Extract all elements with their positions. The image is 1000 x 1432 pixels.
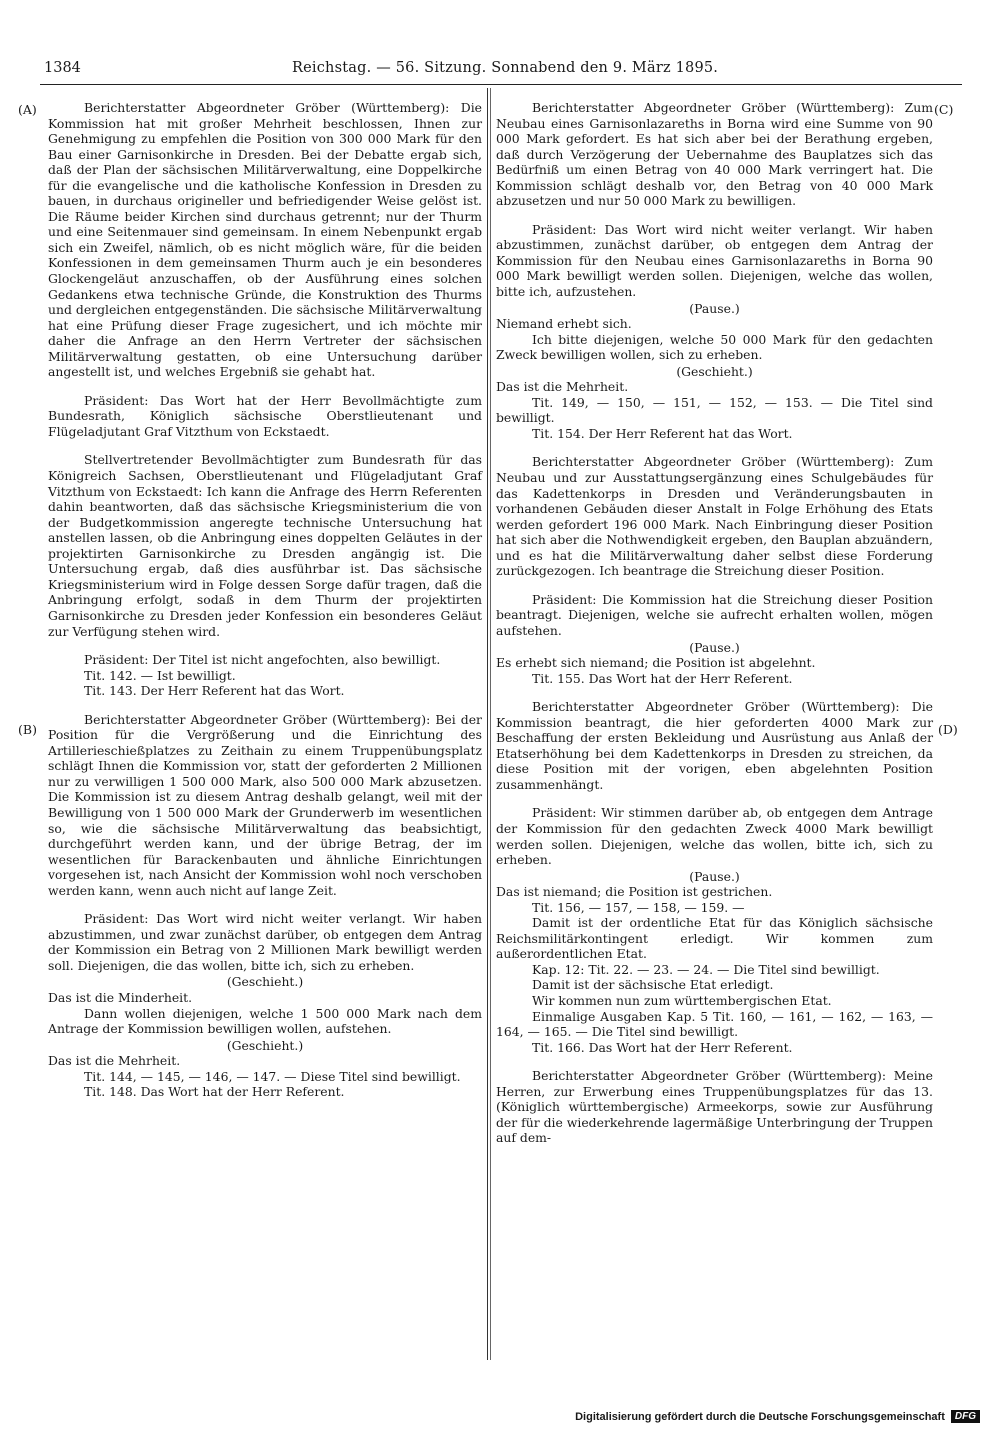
paragraph: Tit. 142. — Ist bewilligt. [84, 667, 236, 683]
paragraph: Niemand erhebt sich. [496, 316, 632, 332]
paragraph: Tit. 154. Der Herr Referent hat das Wort. [532, 425, 793, 441]
paragraph: Tit. 144, — 145, — 146, — 147. — Diese Titel sind bewilligt. [84, 1068, 461, 1084]
paragraph: Dann wollen diejenigen, welche 1 500 000 Mark nach dem Antrage der Kommission bewilligen wollen, aufstehen. [48, 1005, 482, 1037]
margin-mark-d: (D) [938, 722, 958, 737]
paragraph: Stellvertretender Bevollmächtigter zum Bundesrath für das Königreich Sachsen, Oberstlieutenant und Flügeladjutant Graf Vitzthum von Eckstaedt: Ich kann die Anfrage des Herrn Referenten dahin beantworten, daß das sächsische Kriegsministerium die von der Budgetkommission angeregte technische Untersuchung hat anstellen lassen, ob die Anbringung eines doppelten Geläutes in der projektirten Garnisonkirche zu Dresden angängig ist. Die Untersuchung ergab, daß dies ausführbar ist. Das sächsische Kriegsministerium wird in Folge dessen Sorge dafür tragen, daß die Anbringung erfolgt, sodaß in dem Thurm der projektirten Garnisonkirche zu Dresden jeder Konfession ein besonderes Geläut zur Verfügung stehen wird. [48, 452, 482, 639]
left-column [48, 100, 482, 1100]
paragraph: Berichterstatter Abgeordneter Gröber (Württemberg): Meine Herren, zur Erwerbung eines Truppenübungsplatzes für das 13. (Königlich württembergische) Armeekorps, sowie zur Ausführung der für die wiederkehrende lagermäßige Unterbringung der Truppen auf dem- [496, 1068, 933, 1146]
paragraph: Tit. 149, — 150, — 151, — 152, — 153. — Die Titel sind bewilligt. [496, 394, 933, 426]
dfg-logo: DFG [951, 1410, 980, 1423]
paragraph: Berichterstatter Abgeordneter Gröber (Württemberg): Zum Neubau und zur Ausstattungsergänzung eines Schulgebäudes für das Kadettenkorps in Dresden und Veränderungsbauten in vorhandenen Gebäuden dieser Anstalt in Folge Erhöhung des Etats werden gefordert 196 000 Mark. Nach Einbringung dieser Position hat sich aber die Nothwendigkeit ergeben, den Bauplan abzuändern, und es hat die Militärverwaltung daher selbst diese Forderung zurückgezogen. Ich beantrage die Streichung dieser Position. [496, 454, 933, 579]
page-title: Reichstag. — 56. Sitzung. Sonnabend den 9. März 1895. [292, 60, 719, 76]
paragraph: Präsident: Das Wort wird nicht weiter verlangt. Wir haben abzustimmen, und zwar zunächst darüber, ob entgegen dem Antrag der Kommission ein Betrag von 2 Millionen Mark bewilligt werden soll. Diejenigen, die das wollen, bitte ich, sich zu erheben. [48, 911, 482, 973]
paragraph: Wir kommen nun zum württembergischen Etat. [532, 992, 832, 1008]
stage-direction: (Geschieht.) [226, 974, 304, 990]
stage-direction: (Pause.) [689, 868, 740, 884]
column-separator-inner [490, 88, 491, 1360]
paragraph: Berichterstatter Abgeordneter Gröber (Württemberg): Bei der Position für die Vergrößerung und die Einrichtung des Artillerieschießplatzes zu Zeithain zu einem Truppenübungsplatz schlägt Ihnen die Kommission vor, statt der geforderten 2 Millionen nur zu verwilligen 1 500 000 Mark, also 500 000 Mark abzusetzen. Die Kommission ist zu diesem Antrag deshalb gelangt, weil mit der Bewilligung von 1 500 000 Mark der Grunderwerb im wesentlichen so, wie die sächsische Militärverwaltung das beabsichtigt, durchgeführt werden kann, und der übrige Betrag, der im wesentlichen für Barackenbauten und ähnliche Einrichtungen vorgesehen ist, nach Ansicht der Kommission wohl noch verschoben werden kann, wenn auch nicht auf lange Zeit. [48, 711, 482, 898]
margin-mark-c: (C) [934, 102, 954, 117]
paragraph: Berichterstatter Abgeordneter Gröber (Württemberg): Die Kommission hat mit großer Mehrheit beschlossen, Ihnen zur Genehmigung zu empfehlen die Position von 300 000 Mark für den Bau einer Garnisonkirche in Dresden. Bei der Debatte ergab sich, daß der Plan der sächsischen Militärverwaltung, eine Doppelkirche für die evangelische und die katholische Konfession in Dresden zu bauen, in durchaus origineller und befriedigender Weise gelöst ist. Die Räume beider Kirchen sind durchaus getrennt; nur der Thurm und eine Seitenmauer sind gemeinsam. In einem Nebenpunkt ergab sich ein Zweifel, nämlich, ob es nicht möglich wäre, für die beiden Konfessionen in dem gemeinsamen Thurm auch je ein besonderes Glockengeläut anzuschaffen, ob der Ausführung eines solchen Gedankens etwa technische Gründe, die Konstruktion des Thurms und dergleichen entgegenständen. Die sächsische Militärverwaltung hat eine Prüfung dieser Frage zugesichert, und ich möchte mir daher die Anfrage an den Herrn Vertreter der sächsischen Militärverwaltung gestatten, ob eine Untersuchung darüber angestellt ist, und welches Ergebniß sie gehabt hat. [48, 100, 482, 380]
paragraph: Es erhebt sich niemand; die Position ist abgelehnt. [496, 655, 816, 671]
paragraph: Tit. 156, — 157, — 158, — 159. — [532, 899, 745, 915]
margin-mark-b: (B) [18, 722, 37, 737]
paragraph: Damit ist der sächsische Etat erledigt. [532, 977, 774, 993]
paragraph: Tit. 155. Das Wort hat der Herr Referent. [532, 670, 793, 686]
paragraph: Berichterstatter Abgeordneter Gröber (Württemberg): Zum Neubau eines Garnisonlazareths in Borna wird eine Summe von 90 000 Mark gefordert. Es hat sich aber bei der Berathung ergeben, daß durch Verzögerung der Uebernahme des Bauplatzes sich das Bedürfniß um einen Betrag von 40 000 Mark verringert hat. Die Kommission schlägt deshalb vor, den Betrag von 40 000 Mark abzusetzen und nur 50 000 Mark zu bewilligen. [496, 100, 933, 209]
paragraph: Präsident: Das Wort hat der Herr Bevollmächtigte zum Bundesrath, Königlich sächsische Oberstlieutenant und Flügeladjutant Graf Vitzthum von Eckstaedt. [48, 392, 482, 439]
paragraph: Tit. 143. Der Herr Referent hat das Wort. [84, 683, 345, 699]
paragraph: Das ist die Mehrheit. [48, 1053, 181, 1069]
paragraph: Präsident: Die Kommission hat die Streichung dieser Position beantragt. Diejenigen, welche sie aufrecht erhalten wollen, mögen aufstehen. [496, 591, 933, 638]
right-column [496, 100, 933, 1146]
column-separator [487, 88, 488, 1360]
paragraph: Präsident: Wir stimmen darüber ab, ob entgegen dem Antrage der Kommission für den gedachten Zweck 4000 Mark bewilligt werden sollen. Diejenigen, welche das wollen, bitte ich, sich zu erheben. [496, 805, 933, 868]
paragraph: Das ist niemand; die Position ist gestrichen. [496, 884, 773, 900]
paragraph: Berichterstatter Abgeordneter Gröber (Württemberg): Die Kommission beantragt, die hier geforderten 4000 Mark zur Beschaffung der ersten Bekleidung und Ausrüstung aus Anlaß der Etatserhöhung bei dem Kadettenkorps in Dresden zu streichen, da diese Position mit der vorigen, eben abgelehnten Position zusammenhängt. [496, 699, 933, 792]
stage-direction: (Geschieht.) [226, 1037, 304, 1053]
credit-text: Digitalisierung gefördert durch die Deutsche Forschungsgemeinschaft [575, 1410, 945, 1423]
paragraph: Tit. 166. Das Wort hat der Herr Referent. [532, 1039, 793, 1055]
margin-mark-a: (A) [18, 102, 37, 117]
paragraph: Ich bitte diejenigen, welche 50 000 Mark für den gedachten Zweck bewilligen wollen, sich zu erheben. [496, 331, 933, 363]
stage-direction: (Pause.) [689, 639, 740, 655]
paragraph: Präsident: Das Wort wird nicht weiter verlangt. Wir haben abzustimmen, zunächst darüber, ob entgegen dem Antrag der Kommission für den Neubau eines Garnisonlazareths in Borna 90 000 Mark bewilligt werden sollen. Diejenigen, welche das wollen, bitte ich, aufzustehen. [496, 221, 933, 300]
paragraph: Einmalige Ausgaben Kap. 5 Tit. 160, — 161, — 162, — 163, — 164, — 165. — Die Titel sind bewilligt. [496, 1008, 933, 1040]
paragraph: Präsident: Der Titel ist nicht angefochten, also bewilligt. [84, 652, 441, 668]
paragraph: Tit. 148. Das Wort hat der Herr Referent. [84, 1084, 345, 1100]
paragraph: Das ist die Mehrheit. [496, 379, 629, 395]
paragraph: Das ist die Minderheit. [48, 989, 193, 1005]
paragraph: Damit ist der ordentliche Etat für das Königlich sächsische Reichsmilitärkontingent erledigt. Wir kommen zum außerordentlichen Etat. [496, 915, 933, 962]
digitization-credit [575, 1410, 980, 1423]
stage-direction: (Geschieht.) [676, 363, 753, 379]
page-number: 1384 [44, 60, 81, 76]
header-rule [40, 84, 962, 85]
stage-direction: (Pause.) [689, 300, 740, 316]
page-header [40, 60, 960, 84]
paragraph: Kap. 12: Tit. 22. — 23. — 24. — Die Titel sind bewilligt. [532, 961, 880, 977]
